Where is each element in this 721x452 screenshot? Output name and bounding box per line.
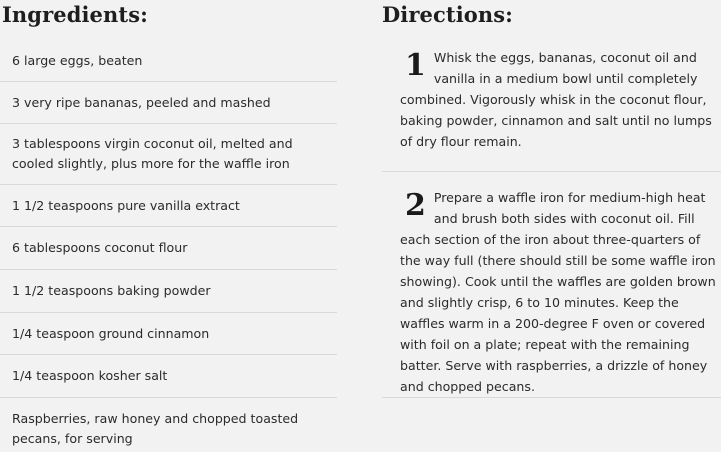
ingredient-item: [0, 82, 337, 124]
ingredient-text: 6 large eggs, beaten: [12, 52, 143, 68]
ingredient-text: 1 1/2 teaspoons baking powder: [12, 283, 211, 298]
ingredient-item: [0, 124, 337, 185]
ingredient-text: 3 very ripe bananas, peeled and mashed: [12, 94, 271, 110]
ingredient-item: [0, 227, 337, 270]
ingredient-text: 1 1/2 teaspoons pure vanilla extract: [12, 197, 240, 213]
ingredient-item: [0, 355, 337, 398]
ingredient-text: 1/4 teaspoon ground cinnamon: [12, 325, 210, 341]
ingredient-item: [0, 398, 337, 452]
ingredient-text: 3 tablespoons virgin coconut oil, melted and cooled slightly, plus more for the waffle iron: [12, 136, 293, 171]
ingredient-item: [0, 270, 337, 313]
ingredient-item: [0, 313, 337, 355]
directions-heading: Directions:: [382, 2, 514, 27]
step-number: 2: [405, 188, 426, 223]
step-number: 1: [405, 48, 426, 83]
ingredient-text: Raspberries, raw honey and chopped toasted pecans, for serving: [12, 411, 299, 446]
directions-list: [382, 40, 721, 398]
ingredient-text: 6 tablespoons coconut flour: [12, 240, 188, 255]
direction-step: [382, 172, 721, 398]
ingredients-heading: Ingredients:: [2, 2, 148, 27]
step-text: Whisk the eggs, bananas, coconut oil and vanilla in a medium bowl until completely combined. Vigorously whisk in the coconut flour, baking powder, cinnamon and salt until no lumps of dry flour remain.: [400, 50, 712, 149]
direction-step: [382, 40, 721, 172]
step-text: Prepare a waffle iron for medium-high heat and brush both sides with coconut oil. Fill each section of the iron about three-quarters of the way full (there should still be some waffle iron showing). Cook until the waffles are golden brown and slightly crisp, 6 to 10 minutes. Keep the waffles warm in a 200-degree F oven or covered with foil on a plate; repeat with the remaining batter. Serve with raspberries, a drizzle of honey and chopped pecans.: [400, 190, 716, 394]
ingredient-item: [0, 185, 337, 227]
ingredient-item: [0, 40, 337, 82]
ingredients-list: [0, 40, 337, 452]
ingredient-text: 1/4 teaspoon kosher salt: [12, 368, 168, 383]
